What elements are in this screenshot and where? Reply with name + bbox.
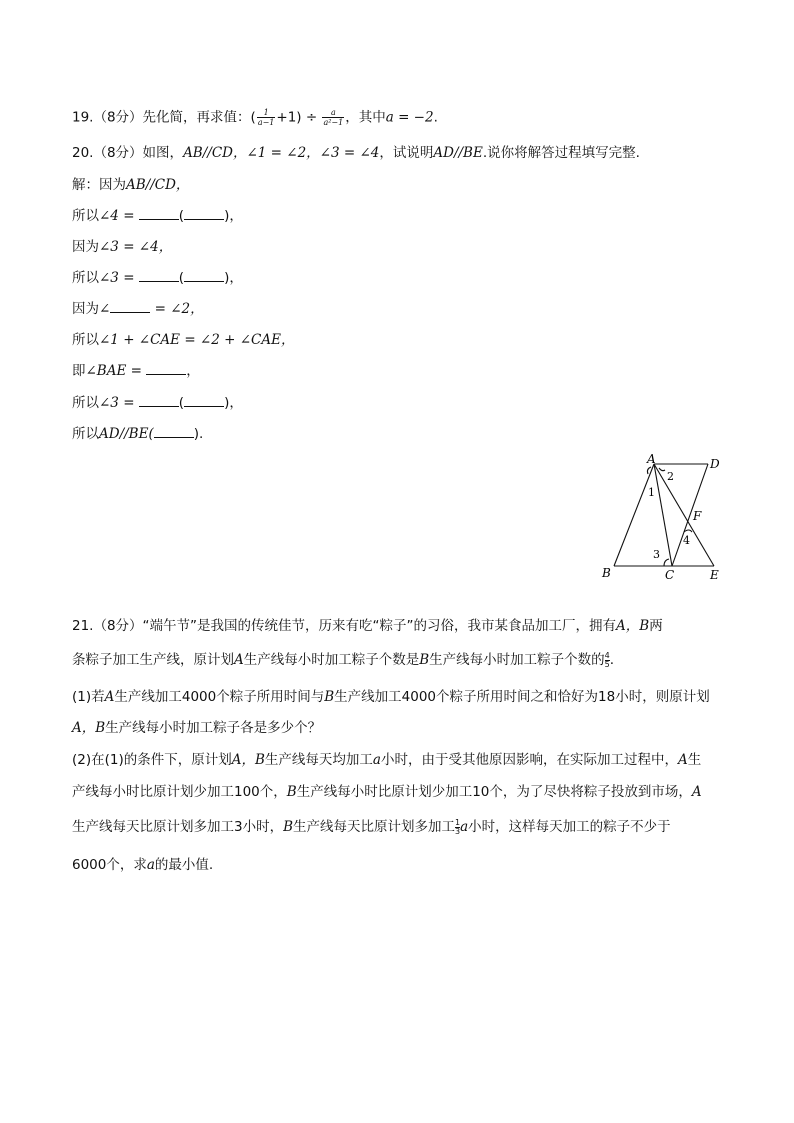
label-e: E: [710, 568, 719, 582]
q20-title-suffix: .说你将解答过程填写完整.: [482, 145, 640, 161]
paren-close: )，: [224, 270, 243, 286]
q19-prefix: 19.（8分）先化简，再求值：(: [72, 109, 256, 126]
q20-line-8: [72, 394, 243, 412]
q21-p2-l1-a: (2)在(1)的条件下，原计划: [72, 752, 232, 768]
q21-p2-l2-n2: 10: [472, 784, 490, 800]
label-f: F: [693, 509, 702, 523]
question-21-part-2-line-3: [72, 818, 671, 836]
angle-4-arc: [684, 530, 692, 532]
q20-l2-text: 所以: [72, 208, 99, 224]
question-21-part-2-line-4: [72, 856, 213, 874]
q21-l1: 21.（8分）“端午节”是我国的传统佳节，历来有吃“粽子”的习俗，我市某食品加工厂，拥有: [72, 618, 617, 634]
q19-suffix-math: a = −2: [385, 109, 434, 126]
angle-2-arc: [659, 468, 665, 471]
q20-l8-math: ∠3 =: [99, 395, 139, 411]
q21-p2-l2-B: B: [286, 784, 297, 800]
q21-p1-l2-math: A，B: [72, 720, 106, 736]
paren-open: (: [178, 208, 185, 224]
q21-p2-l3-b: 小时，: [242, 819, 284, 835]
q21-p2-l3-n: 3: [234, 819, 243, 835]
q20-l6-math: ∠1 + ∠CAE = ∠2 + ∠CAE，: [99, 332, 295, 348]
q20-l5-text: 因为: [72, 301, 99, 317]
q21-p2-l3-B: B: [283, 819, 294, 835]
q20-l7-end: ，: [186, 363, 200, 379]
q21-p2-l1-d: 生: [687, 752, 702, 768]
q21-p1-d: 生产线加工: [334, 689, 402, 705]
q21-p2-l3-d: 小时，这样每天加工的粽子不少于: [468, 819, 671, 835]
q20-line-3: [72, 238, 172, 256]
q20-line-5: [72, 300, 204, 318]
label-angle-1: 1: [648, 486, 655, 499]
q20-l3-math: ∠3 = ∠4，: [99, 239, 173, 255]
q20-title-math1: AB//CD，∠1 = ∠2，∠3 = ∠4: [183, 145, 380, 161]
q21-l1-end: 两: [649, 618, 663, 634]
paren-close: )，: [224, 395, 243, 411]
reason-blank[interactable]: [184, 394, 224, 407]
q20-l2-math: ∠4 =: [99, 208, 139, 224]
geometry-figure: [596, 450, 736, 585]
q21-p2-l1-math: A，B: [231, 752, 265, 768]
q21-l2-A: A: [234, 652, 244, 668]
q21-p2-l3-c: 生产线每天比原计划多加工: [293, 819, 456, 835]
q19-mid: +1) ÷: [276, 109, 322, 126]
label-angle-2: 2: [667, 470, 674, 483]
q20-l4-text: 所以: [72, 270, 99, 286]
q21-l2-B: B: [419, 652, 430, 668]
q21-p2-l1-c: 小时，由于受其他原因影响，在实际加工过程中，: [380, 752, 678, 768]
q21-l2-a: 条粽子加工生产线，原计划: [72, 652, 234, 668]
q21-p1-B: B: [324, 689, 335, 705]
q20-line-4: [72, 269, 243, 287]
q21-p1-A: A: [104, 689, 115, 705]
q21-p1-b: 生产线加工: [114, 689, 182, 705]
q21-p2-l1-A: A: [677, 752, 688, 768]
q20-l5-math-b: = ∠2，: [150, 301, 204, 317]
q21-p2-l4-n: 6000: [72, 857, 107, 873]
question-21-part-2-line-1: [72, 751, 701, 769]
segment-cd: [672, 464, 708, 566]
paren-open: (: [178, 395, 185, 411]
question-21-line-2: [72, 651, 614, 669]
q20-l8-text: 所以: [72, 395, 99, 411]
q20-l3-text: 因为: [72, 239, 99, 255]
question-21-part-1-line-1: [72, 688, 710, 706]
q21-p2-l2-n1: 100: [234, 784, 260, 800]
q20-l9-math: AD//BE(: [99, 426, 154, 442]
q20-line-9: [72, 425, 203, 443]
question-21-part-1-line-2: [72, 719, 321, 737]
paren-close: )，: [224, 208, 243, 224]
q21-fraction-4-5: $\frac{4}{5}$: [604, 650, 610, 669]
q20-l1-math: AB//CD，: [126, 177, 190, 193]
label-angle-4: 4: [683, 534, 690, 547]
reason-blank[interactable]: [184, 207, 224, 220]
q21-p2-l2-a: 产线每小时比原计划少加工: [72, 784, 234, 800]
q21-l2-end: .: [609, 652, 615, 668]
q21-p1-l2-text: 生产线每小时加工粽子各是多少个？: [105, 720, 322, 736]
q19-end: .: [433, 109, 438, 126]
answer-blank[interactable]: [139, 269, 179, 282]
q21-p2-l3-a-var: a: [460, 819, 469, 835]
q20-l1-text: 解：因为: [72, 177, 126, 193]
q20-l6-text: 所以: [72, 332, 99, 348]
q20-line-2: [72, 207, 243, 225]
q21-p1-e: 个粽子所用时间之和恰好为: [436, 689, 599, 705]
answer-blank[interactable]: [139, 394, 179, 407]
reason-blank[interactable]: [184, 269, 224, 282]
q21-p1-a: (1)若: [72, 689, 105, 705]
question-19: [72, 108, 438, 127]
q19-suffix-text: ，其中: [345, 109, 386, 126]
q21-l2-b: 生产线每小时加工粽子个数是: [243, 652, 420, 668]
q21-p2-l4-a: 个，求: [106, 857, 147, 873]
q19-fraction-1: $\frac{1}{a-1}$: [257, 108, 275, 127]
label-c: C: [665, 568, 675, 582]
q21-p1-n1: 4000: [181, 689, 217, 705]
q20-title-mid: ，试说明: [379, 145, 434, 161]
q20-line-7: [72, 362, 200, 380]
question-21-part-2-line-2: [72, 783, 702, 801]
label-d: D: [710, 457, 720, 471]
answer-blank[interactable]: [139, 207, 179, 220]
q20-title-math2: AD//BE: [433, 145, 483, 161]
segment-ab: [614, 464, 654, 566]
q20-l7-text: 即: [72, 363, 86, 379]
q21-p1-f: 小时，则原计划: [615, 689, 710, 705]
q21-p2-l4-b: 的最小值.: [154, 857, 214, 873]
q21-fraction-1-3: $\frac{1}{3}$: [455, 817, 461, 836]
question-21-line-1: [72, 617, 663, 635]
q21-p2-l1-b: 生产线每天均加工: [264, 752, 373, 768]
q21-p2-l4-a-var: a: [146, 857, 155, 873]
q21-l1-math: A，B: [616, 618, 650, 634]
angle-3-arc: [664, 559, 669, 566]
q20-l4-math: ∠3 =: [99, 270, 139, 286]
q20-title-prefix: 20.（8分）如图，: [72, 145, 184, 161]
q21-p1-c: 个粽子所用时间与: [216, 689, 325, 705]
label-a: A: [647, 452, 656, 466]
label-b: B: [602, 566, 611, 580]
q21-p2-l2-d: 个，为了尽快将粽子投放到市场，: [489, 784, 692, 800]
label-angle-3: 3: [653, 548, 660, 561]
answer-blank[interactable]: [146, 362, 186, 375]
q21-p2-l1-a-var: a: [372, 752, 381, 768]
q20-line-1: [72, 176, 189, 194]
reason-blank[interactable]: [154, 425, 194, 438]
q21-l2-c: 生产线每小时加工粽子个数的: [429, 652, 605, 668]
q19-fraction-2: $\frac{a}{\text{a²−1}}$: [323, 108, 344, 127]
q20-l9-text: 所以: [72, 426, 99, 442]
q21-p1-n3: 18: [598, 689, 616, 705]
q20-l5-math-a: ∠: [99, 301, 111, 317]
q21-p2-l3-a: 生产线每天比原计划多加工: [72, 819, 234, 835]
q21-p1-n2: 4000: [401, 689, 437, 705]
paren-open: (: [178, 270, 185, 286]
question-20-title: [72, 144, 640, 162]
q20-line-6: [72, 331, 294, 349]
q21-p2-l2-b: 个，: [259, 784, 287, 800]
q20-l7-math: ∠BAE =: [85, 363, 147, 379]
q21-p2-l2-A: A: [691, 784, 702, 800]
q20-l9-end: ).: [193, 426, 204, 442]
q21-p2-l2-c: 生产线每小时比原计划少加工: [296, 784, 473, 800]
answer-blank[interactable]: [110, 300, 150, 313]
